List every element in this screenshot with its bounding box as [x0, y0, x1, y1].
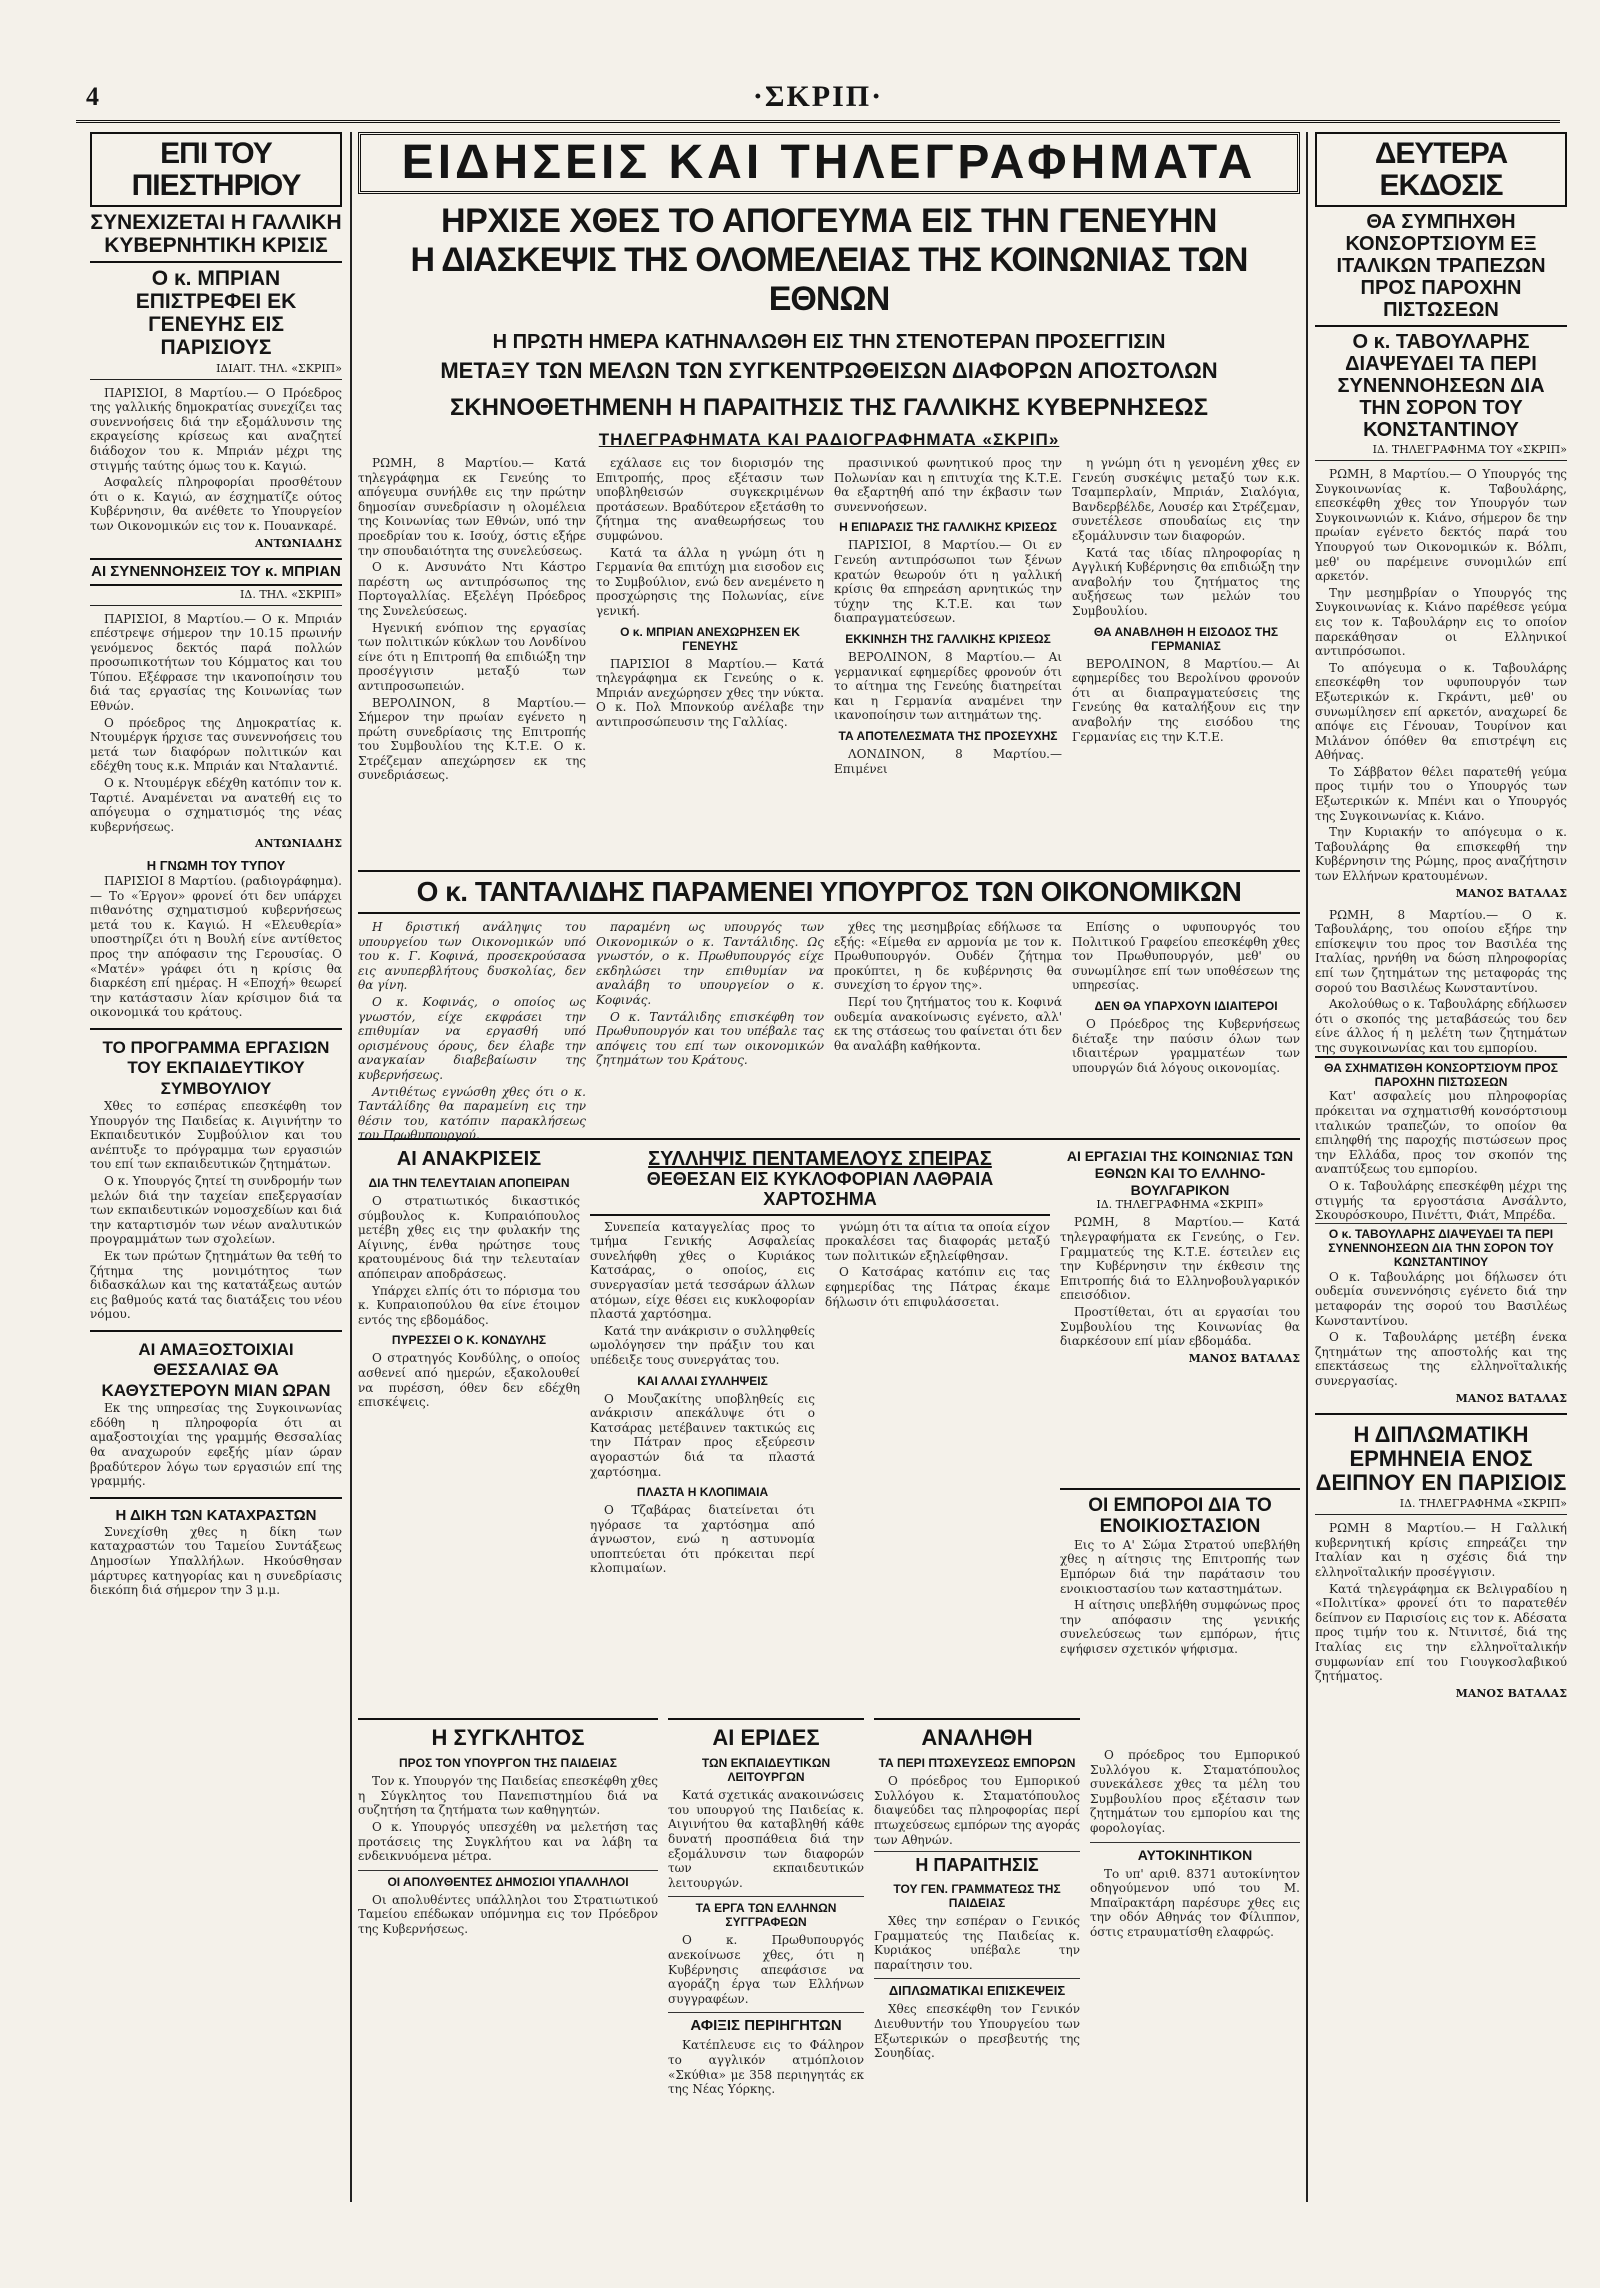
article-paragraph: Ο Μουζακίτης υποβληθείς εις ανάκρισιν απεκάλυψε ότι ο Κατσάρας μετέβαινεν τακτικώς εις την Πάτραν προς εξεύρεσιν αγοραστών διά τα πλαστά χαρτόσημα. — [590, 1391, 815, 1479]
left-headline-8: Η ΔΙΚΗ ΤΩΝ ΚΑΤΑΧΡΑΣΤΩΝ — [115, 1506, 317, 1524]
left-article-paragraph: Εκ της υπηρεσίας της Συγκοινωνίας εδόθη η πληροφορία ότι αι αμαξοστοιχίαι της γραμμής Θεσσαλίας θα αναχωρούν εφεξής μίαν ώραν βραδύτερον λόγω των εργασιών επί της γραμμής. — [90, 1401, 342, 1489]
article-paragraph: γνώμη ότι τα αίτια τα οποία είχον προκαλέσει τας διαφοράς μεταξύ των πολιτικών εξηλείφθησαν. — [825, 1219, 1050, 1263]
disputes-subhead: ΤΩΝ ΕΚΠΑΙΔΕΥΤΙΚΩΝ ΛΕΙΤΟΥΡΓΩΝ — [701, 1756, 831, 1785]
article-column — [590, 1220, 815, 1576]
article-column — [834, 920, 1062, 1130]
telegram-subhead: ΘΑ ΑΝΑΒΛΗΘΗ Η ΕΙΣΟΔΟΣ ΤΗΣ ΓΕΡΜΑΝΙΑΣ — [1093, 624, 1279, 653]
left-article-paragraph: Ασφαλείς πληροφορίαι προσθέτουν ότι ο κ. Καγιώ, αν έσχηματίζε ούτος Κυβέρνησιν, θα ανέθετε το Υπουργείον των Οικονομικών εις τον κ. Πουανκαρέ. — [90, 475, 342, 533]
telegram-paragraph: ΡΩΜΗ, 8 Μαρτίου.— Κατά τηλεγράφημα εκ Γενεύης το απόγευμα συνήλθε εις την πρώτην δημοσίαν συνεδρίασιν η ολομέλεια της Κοινωνίας των Εθνών, υπό την προεδρίαν του κ. Ισούχ, όστις εξήρε την σπουδαιότητα της συνελεύσεως. — [358, 456, 586, 558]
right-article-paragraph: Το Σάββατον θέλει παρατεθή γεύμα προς τιμήν του ο Υπουργός των Εξωτερικών κ. Μπένι και ο Υπουργός της Συγκοινωνίας κ. Κιάνο. — [1315, 764, 1567, 823]
denial-headline: ΑΝΑΛΗΘΗ — [921, 1725, 1033, 1750]
telegram-paragraph: εχάλασε εις τον διορισμόν της Επιτροπής, προς εξέτασιν των υποβληθεισών συγκεκριμένων προτάσεων. Βραδύτερον εξετάσθη το ζήτημα της αναθεωρήσεως του συμφώνου. — [596, 456, 824, 543]
right-author: ΜΑΝΟΣ ΒΑΤΑΛΑΣ — [1455, 1686, 1567, 1700]
right-article-paragraph: Το απόγευμα ο κ. Ταβουλάρης επεσκέφθη τον υφυπουργόν των Εξωτερικών κ. Γκράντι, μεθ' ου συνωμίλησεν επί αρκετόν, αναχωρεί δε απόψε εις Γένουαν, Τουρίνον και Μιλάνον όπόθεν θα επιστρέψη εις Αθήνας. — [1315, 660, 1567, 763]
telegram-subhead: Η ΕΠΙΔΡΑΣΙΣ ΤΗΣ ΓΑΛΛΙΚΗΣ ΚΡΙΣΕΩΣ — [839, 520, 1057, 535]
right-article-paragraph: Ο κ. Ταβουλάρης μοι δήλωσεν ότι ουδεμία συνεννόησις εγένετο διά την μεταφοράν της σορού του Βασιλέως Κωνσταντίνου. — [1315, 1269, 1567, 1328]
senate-subhead: ΠΡΟΣ ΤΟΝ ΥΠΟΥΡΓΟΝ ΤΗΣ ΠΑΙΔΕΙΑΣ — [398, 1756, 618, 1771]
right-headline-5: Ο κ. ΤΑΒΟΥΛΑΡΗΣ ΔΙΑΨΕΥΔΕΙ ΤΑ ΠΕΡΙ ΣΥΝΕΝΝΟΗΣΕΩΝ ΔΙΑ ΤΗΝ ΣΟΡΟΝ ΤΟΥ ΚΩΝΣΤΑΝΤΙΝΟΥ — [1315, 1223, 1567, 1270]
right-article-paragraph: Κατά τηλεγράφημα εκ Βελιγραδίου η «Πολιτίκα» φρονεί ότι το παρατεθέν δείπνον εν Παρισίοις εις τον κ. Αδέσατα προς τιμήν του κ. Ντινιτσέ, διά της Ιταλίας εις την ελληνοϊταλικήν συμφωνίαν επί του Γιουγκοσλαβικού ζητήματος. — [1315, 1581, 1567, 1684]
right-author: ΜΑΝΟΣ ΒΑΤΑΛΑΣ — [1455, 1391, 1567, 1405]
resignation-headline: Η ΠΑΡΑΙΤΗΣΙΣ — [874, 1851, 1080, 1876]
left-article-paragraph: ΠΑΡΙΣΙΟΙ 8 Μαρτίου. (ραδιογράφημα).— Το «Έργον» φρονεί ότι δεν υπάρχει πιθανότης σχηματισμού κυβερνήσεως μετά του κ. Καγιώ. Η «Ελευθερία» υποστηρίζει ότι η Βουλή είνε αντίθετος προς την απόφασιν της Γερουσίας. Ο «Ματέν» γράφει ότι η κρίσις θα διαρκέση επί ημέρας. Η «Εποχή» θεωρεί την κατάστασιν λίαν κρίσιμον διά τα οικονομικά του κράτους. — [90, 874, 342, 1020]
left-article-paragraph: Ο κ. Ντουμέργκ εδέχθη κατόπιν τον κ. Ταρτιέ. Αναμένεται να ανατεθή εις το απόγευμα ο σχηματισμός της νέας κυβερνήσεως. — [90, 776, 342, 834]
right-article-paragraph: ΡΩΜΗ, 8 Μαρτίου.— Ο Υπουργός της Συγκοινωνίας κ. Ταβουλάρης, επεσκέφθη χθες τον Υπουργόν των Συγκοινωνιών κ. Κιάνο, σήμερον δε την πρωίαν εγένετο δεκτός παρά του Υπουργού των Οικονομικών κ. Βόλπι, μεθ' ου παρέμεινε συνομιλών επί αρκετόν. — [1315, 467, 1567, 584]
article-subhead: ΠΛΑΣΤΑ Η ΚΛΟΠΙΜΑΙΑ — [636, 1485, 769, 1500]
article-subhead: ΔΕΝ ΘΑ ΥΠΑΡΧΟΥΝ ΙΔΙΑΙΤΕΡΟΙ — [1094, 998, 1278, 1013]
article-paragraph: Εις το Α' Σώμα Στρατού υπεβλήθη χθες η αίτησις της Επιτροπής των Εμπόρων διά την παράτασιν του ενοικιοστασίου των καταστημάτων. — [1060, 1537, 1300, 1596]
masthead — [76, 78, 1560, 126]
arrest-headline: ΣΥΛΛΗΨΙΣ ΠΕΝΤΑΜΕΛΟΥΣ ΣΠΕΙΡΑΣ — [648, 1148, 992, 1170]
left-column — [90, 132, 342, 2202]
right-headline-1: ΔΕΥΤΕΡΑ ΕΚΔΟΣΙΣ — [1374, 137, 1508, 202]
left-article-paragraph: ΠΑΡΙΣΙΟΙ, 8 Μαρτίου.— Ο Πρόεδρος της γαλλικής δημοκρατίας συνεχίζει τας συνεννοήσεις διά την εξομάλυνσιν της εκραγείσης κρίσεως και αναζητεί διάδοχον του κ. Μπριάν μέχρι της στιγμής ταύτης όμως του κ. Καγιώ. — [90, 385, 342, 473]
merchants-headline: ΟΙ ΕΜΠΟΡΟΙ ΔΙΑ ΤΟ ΕΝΟΙΚΙΟΣΤΑΣΙΟΝ — [1088, 1495, 1272, 1537]
left-headline-4: ΑΙ ΣΥΝΕΝΝΟΗΣΕΙΣ ΤΟΥ κ. ΜΠΡΙΑΝ — [90, 558, 342, 586]
right-article-paragraph: Ακολούθως ο κ. Ταβουλάρης εδήλωσεν ότι ο σκοπός της μεταβάσεώς του δεν είνε άλλος ή η μελέτη των ζητημάτων της συγκοινωνίας και του εμπορίου. — [1315, 997, 1567, 1055]
tantalidis-columns — [358, 920, 1300, 1143]
left-headline-1: ΕΠΙ ΤΟΥ ΠΙΕΣΤΗΡΙΟΥ — [131, 137, 301, 202]
telegram-column — [358, 456, 586, 866]
article-paragraph: ΡΩΜΗ, 8 Μαρτίου.— Κατά τηλεγραφήματα εκ Γενεύης, ο Γεν. Γραμματεύς της Κ.Τ.Ε. έστειλεν εις την Κυβέρνησιν την έκθεσιν της Επιτροπής διά το Ελληνοβουλγαρικόν επεισόδιον. — [1060, 1215, 1300, 1303]
inquiries-headline: ΑΙ ΑΝΑΚΡΙΣΕΙΣ — [396, 1148, 542, 1170]
article-paragraph: Ο στρατηγός Κονδύλης, ο οποίος ασθενεί από ημερών, εξακολουθεί να πυρέσση, όθεν δεν εδέχθη επισκέψεις. — [358, 1351, 580, 1410]
article-paragraph: Ο κ. Ταντάλιδης επισκέφθη τον Πρωθυπουργόν και του υπέβαλε τας απόψεις του επί των οικονομικών ζητημάτων του Κράτους. — [596, 1009, 824, 1068]
right-article-paragraph: Ο κ. Ταβουλάρης μετέβη ένεκα ζητημάτων της αποστολής και της επεκτάσεως της ελληνοϊταλικής συνεργασίας. — [1315, 1330, 1567, 1389]
resignation-subhead: ΤΟΥ ΓΕΝ. ΓΡΑΜΜΑΤΕΩΣ ΤΗΣ ΠΑΙΔΕΙΑΣ — [893, 1881, 1061, 1910]
left-article-paragraph: ΠΑΡΙΣΙΟΙ, 8 Μαρτίου.— Ο κ. Μπριάν επέστρεψε σήμερον την 10.15 πρωινήν γενόμενος δεκτός παρά πολλών προσωπικοτήτων του Κόμματος και του Τύπου. Εξέφρασε την ικανοποίησιν του διά τας εργασίας της Κοινωνίας των Εθνών. — [90, 611, 342, 714]
denial-article — [874, 1718, 1080, 2238]
right-source-2: ΙΔ. ΤΗΛΕΓΡΑΦΗΜΑ «ΣΚΡΙΠ» — [1315, 1495, 1567, 1515]
article-paragraph: Ο Κατσάρας κατόπιν εις τας εφημερίδας της Πάτρας έκαμε δήλωσιν ότι επιφυλάσσεται. — [825, 1265, 1050, 1309]
article-paragraph: Ο κ. Κοφινάς, ο οποίος ως γνωστόν, είχε εκφράσει την επιθυμίαν να εργασθή υπό ορισμένους όρους, δεν έλαβε την αναγκαίαν διαβεβαίωσιν της κυβερνήσεως. — [358, 994, 586, 1082]
right-headline-2: ΘΑ ΣΥΜΠΗΧΘΗ ΚΟΝΣΟΡΤΣΙΟΥΜ ΕΞ ΙΤΑΛΙΚΩΝ ΤΡΑΠΕΖΩΝ ΠΡΟΣ ΠΑΡΟΧΗΝ ΠΙΣΤΩΣΕΩΝ — [1336, 211, 1546, 321]
inquiries-subhead: ΔΙΑ ΤΗΝ ΤΕΛΕΥΤΑΙΑΝ ΑΠΟΠΕΙΡΑΝ — [368, 1176, 570, 1190]
article-paragraph: Χθες την εσπέραν ο Γενικός Γραμματεύς της Παιδείας κ. Κυριάκος υπέβαλε την παραίτησιν του. — [874, 1913, 1080, 1972]
league-source: ΙΔ. ΤΗΛΕΓΡΑΦΗΜΑ «ΣΚΡΙΠ» — [1096, 1198, 1264, 1212]
senate-headline: Η ΣΥΓΚΛΗΤΟΣ — [431, 1725, 585, 1750]
article-subhead: ΚΑΙ ΑΛΛΑΙ ΣΥΛΛΗΨΕΙΣ — [637, 1373, 768, 1388]
main-headline-3: Η ΠΡΩΤΗ ΗΜΕΡΑ ΚΑΤΗΝΑΛΩΘΗ ΕΙΣ ΤΗΝ ΣΤΕΝΟΤΕΡΑΝ ΠΡΟΣΕΓΓΙΣΙΝ — [492, 331, 1166, 353]
masthead-rule — [76, 120, 1560, 123]
main-headline-2: Η ΔΙΑΣΚΕΨΙΣ ΤΗΣ ΟΛΟΜΕΛΕΙΑΣ ΤΗΣ ΚΟΙΝΩΝΙΑΣ ΤΩΝ ΕΘΝΩΝ — [410, 241, 1248, 318]
page-number: 4 — [86, 82, 99, 111]
column-rule — [1306, 132, 1308, 2202]
telegrams-label: ΤΗΛΕΓΡΑΦΗΜΑΤΑ ΚΑΙ ΡΑΔΙΟΓΡΑΦΗΜΑΤΑ «ΣΚΡΙΠ» — [598, 430, 1060, 449]
left-author: ΑΝΤΩΝΙΑΔΗΣ — [254, 837, 342, 851]
main-headline-1: ΗΡΧΙΣΕ ΧΘΕΣ ΤΟ ΑΠΟΓΕΥΜΑ ΕΙΣ ΤΗΝ ΓΕΝΕΥΗΝ — [441, 202, 1217, 240]
article-paragraph: Ο κ. Υπουργός υπεσχέθη να μελετήση τας προτάσεις της Συγκλήτου και να λάβη τα ενδεικνυόμενα μέτρα. — [358, 1819, 658, 1864]
league-article — [1060, 1148, 1300, 1478]
article-paragraph: Ο Τζαβάρας διατείνεται ότι ηγόρασε τα χαρτόσημα από άγνωστον, ενώ η αστυνομία υποπτεύεται ότι πρόκειται περί κλοπιμαίων. — [590, 1503, 815, 1576]
telegram-subhead: Ο κ. ΜΠΡΙΑΝ ΑΝΕΧΩΡΗΣΕΝ ΕΚ ΓΕΝΕΥΗΣ — [620, 624, 800, 653]
left-separator — [90, 1028, 342, 1030]
telegram-paragraph: Κατά τας ιδίας πληροφορίας η Αγγλική Κυβέρνησις θα επιδιώξη την αναβολήν του ζητήματος της αυξήσεως των μελών του Συμβουλίου. — [1072, 545, 1300, 618]
left-headline-6: ΤΟ ΠΡΟΓΡΑΜΜΑ ΕΡΓΑΣΙΩΝ ΤΟΥ ΕΚΠΑΙΔΕΥΤΙΚΟΥ ΣΥΜΒΟΥΛΙΟΥ — [102, 1037, 330, 1098]
article-paragraph: Η αίτησις υπεβλήθη συμφώνως προς την απόφασιν της γενικής συνελεύσεως των εμπόρων, ήτις εψήφισεν σχετικόν ψήφισμα. — [1060, 1598, 1300, 1656]
article-paragraph: Χθες επεσκέφθη τον Γενικόν Διευθυντήν του Υπουργείου των Εξωτερικών ο πρεσβευτής της Σουηδίας. — [874, 2002, 1080, 2061]
right-article-paragraph: Την μεσημβρίαν ο Υπουργός της Συγκοινωνίας κ. Κιάνο παρέθεσε γεύμα εις τον κ. Ταβουλάρην εις το οποίον παρεκάθησαν οι Ελληνικοί αντιπρόσωποι. — [1315, 585, 1567, 659]
left-headline-5: Η ΓΝΩΜΗ ΤΟΥ ΤΥΠΟΥ — [146, 858, 286, 874]
right-article-paragraph: Την Κυριακήν το απόγευμα ο κ. Ταβουλάρης θα επισκεφθή την Κυβέρνησιν της Ρώμης, προς αναζήτησιν των Ελλήνων κρατουμένων. — [1315, 825, 1567, 884]
telegram-columns — [358, 456, 1300, 866]
article-paragraph: Κατέπλευσε εις το Φάληρον το αγγλικόν ατμόπλοιον «Σκύθια» με 358 περιηγητάς εκ της Νέας Υόρκης. — [668, 2038, 864, 2097]
left-headline-7: ΑΙ ΑΜΑΞΟΣΤΟΙΧΙΑΙ ΘΕΣΣΑΛΙΑΣ ΘΑ ΚΑΘΥΣΤΕΡΟΥΝ ΜΙΑΝ ΩΡΑΝ — [101, 1340, 331, 1400]
telegram-paragraph: ΒΕΡΟΛΙΝΟΝ, 8 Μαρτίου.— Αι εφημερίδες του Βερολίνου φρονούν ότι αι διαπραγματεύσεις της Γενεύης θα καταλήξουν εις την αναβολήν της εισόδου της Γερμανίας εις την Κ.Τ.Ε. — [1072, 656, 1300, 744]
senate-article — [358, 1718, 658, 2238]
left-separator — [90, 1330, 342, 1332]
article-paragraph: Ο πρόεδρος του Εμπορικού Συλλόγου κ. Σταματόπουλος συνεκάλεσε χθες τα μέλη του Συμβουλίου προς εξέτασιν των ζητημάτων του εμπορίου και της φορολογίας. — [1090, 1748, 1300, 1835]
article-paragraph: Τον κ. Υπουργόν της Παιδείας επεσκέφθη χθες η Σύγκλητος του Πανεπιστημίου διά να συζητήση τα ζητήματα των καθηγητών. — [358, 1774, 658, 1818]
article-subhead: ΔΙΠΛΩΜΑΤΙΚΑΙ ΕΠΙΣΚΕΨΕΙΣ — [874, 1978, 1080, 1998]
right-headline-3: Ο κ. ΤΑΒΟΥΛΑΡΗΣ ΔΙΑΨΕΥΔΕΙ ΤΑ ΠΕΡΙ ΣΥΝΕΝΝΟΗΣΕΩΝ ΔΙΑ ΤΗΝ ΣΟΡΟΝ ΤΟΥ ΚΟΝΣΤΑΝΤΙΝΟΥ — [1315, 325, 1567, 441]
arrest-article — [590, 1148, 1050, 1708]
right-author: ΜΑΝΟΣ ΒΑΤΑΛΑΣ — [1455, 886, 1567, 900]
left-source-2: ΙΔ. ΤΗΛ. «ΣΚΡΙΠ» — [90, 586, 342, 606]
main-headline-5: ΣΚΗΝΟΘΕΤΗΜΕΝΗ Η ΠΑΡΑΙΤΗΣΙΣ ΤΗΣ ΓΑΛΛΙΚΗΣ ΚΥΒΕΡΝΗΣΕΩΣ — [449, 394, 1209, 421]
left-article-paragraph: Εκ των πρώτων ζητημάτων θα τεθή το ζήτημα της μονιμότητος των διδασκάλων και της κατατάξεως αυτών εις βαθμούς κατά τας διατάξεις του νέου νόμου. — [90, 1249, 342, 1322]
left-separator — [90, 1497, 342, 1499]
left-article-paragraph: Ο κ. Υπουργός ζητεί τη συνδρομήν των μελών διά την ταχείαν επεξεργασίαν των εκπαιδευτικών νομοσχεδίων και διά την καταρτισμόν των νέων αναλυτικών προγραμμάτων των σχολείων. — [90, 1174, 342, 1247]
right-article-paragraph: Ο κ. Ταβουλάρης επεσκέφθη μέχρι της στιγμής τα εργοστάσια Ανσάλντο, Σκουρόσκουρο, Πινέττι, Φιάτ, Μπρέδα. — [1315, 1178, 1567, 1223]
telegram-column — [596, 456, 824, 866]
arrest-columns — [590, 1220, 1050, 1576]
right-headline-4: ΘΑ ΣΧΗΜΑΤΙΣΘΗ ΚΟΝΣΟΡΤΣΙΟΥΜ ΠΡΟΣ ΠΑΡΟΧΗΝ ΠΙΣΤΩΣΕΩΝ — [1315, 1056, 1567, 1090]
left-article-paragraph: Χθες το εσπέρας επεσκέφθη τον Υπουργόν της Παιδείας κ. Αιγινήτην το Εκπαιδευτικόν Συμβούλιον και του ανέπτυξε το πρόγραμμα των εργασιών του επί των εκπαιδευτικών ζητημάτων. — [90, 1099, 342, 1172]
article-paragraph: Ο πρόεδρος του Εμπορικού Συλλόγου κ. Σταματόπουλος διαψεύδει τας πληροφορίας περί πτωχεύσεως εμπόρων της αγοράς των Αθηνών. — [874, 1774, 1080, 1847]
article-column — [1072, 920, 1300, 1130]
column-rule — [350, 132, 352, 2202]
right-source-1: ΙΔ. ΤΗΛΕΓΡΑΦΗΜΑ ΤΟΥ «ΣΚΡΙΠ» — [1315, 441, 1567, 461]
left-author: ΑΝΤΩΝΙΑΔΗΣ — [254, 536, 342, 550]
article-paragraph: Οι απολυθέντες υπάλληλοι του Στρατιωτικού Ταμείου επέδωκαν υπόμνημα εις τον Πρόεδρον της Κυβερνήσεως. — [358, 1892, 658, 1936]
left-headline-2: ΣΥΝΕΧΙΖΕΤΑΙ Η ΓΑΛΛΙΚΗ ΚΥΒΕΡΝΗΤΙΚΗ ΚΡΙΣΙΣ — [90, 211, 342, 258]
article-subhead: ΑΦΙΞΙΣ ΠΕΡΙΗΓΗΤΩΝ — [668, 2012, 864, 2034]
telegram-subhead: ΕΚΚΙΝΗΣΗ ΤΗΣ ΓΑΛΛΙΚΗΣ ΚΡΙΣΕΩΣ — [845, 631, 1051, 646]
tantalidis-headline: Ο κ. ΤΑΝΤΑΛΙΔΗΣ ΠΑΡΑΜΕΝΕΙ ΥΠΟΥΡΓΟΣ ΤΩΝ ΟΙΚΟΝΟΜΙΚΩΝ — [358, 870, 1300, 914]
article-paragraph: Ο Πρόεδρος της Κυβερνήσεως διέταξε την παύσιν όλων των ιδιαιτέρων γραμματέων των υπουργών διά λόγους οικονομίας. — [1072, 1016, 1300, 1075]
article-paragraph: Επίσης ο υφυπουργός του Πολιτικού Γραφείου επεσκέφθη χθες τον Πρωθυπουργόν, μεθ' ου συνωμίλησε επί των υποθέσεων της υπηρεσίας. — [1072, 920, 1300, 993]
article-paragraph: Κατά την ανάκρισιν ο συλληφθείς ωμολόγησεν την πράξιν του και υπέδειξε τους συνεργάτας του. — [590, 1323, 815, 1367]
denial-subhead: ΤΑ ΠΕΡΙ ΠΤΩΧΕΥΣΕΩΣ ΕΜΠΟΡΩΝ — [878, 1756, 1076, 1771]
telegram-paragraph: ΠΑΡΙΣΙΟΙ, 8 Μαρτίου.— Οι εν Γενεύη αντιπρόσωποι των ξένων κρατών θεωρούν ότι η γαλλική κρίσις θα επηρεάση αρνητικώς την τύχην της Κ.Τ.Ε. και των διαπραγματεύσεων. — [834, 538, 1062, 626]
article-paragraph: Συνεπεία καταγγελίας προς το τμήμα Γενικής Ασφαλείας συνελήφθη χθες ο Κυριάκος Κατσάρας, ο οποίος, εις συνεργασίαν μετά τεσσάρων άλλων ατόμων, είχε θέσει εις κυκλοφορίαν πλαστά χαρτόσημα. — [590, 1219, 815, 1322]
main-headline-4: ΜΕΤΑΞΥ ΤΩΝ ΜΕΛΩΝ ΤΩΝ ΣΥΓΚΕΝΤΡΩΘΕΙΣΩΝ ΔΙΑΦΟΡΩΝ ΑΠΟΣΤΟΛΩΝ — [440, 358, 1218, 383]
telegram-paragraph: Κατά τα άλλα η γνώμη ότι η Γερμανία θα επιτύχη μια εισοδον εις το Συμβούλιον, ενώ δεν ανεμένετο η προσχώρησις της Πολωνίας, είνε γενική. — [596, 545, 824, 618]
telegram-paragraph: ΠΑΡΙΣΙΟΙ 8 Μαρτίου.— Κατά τηλεγράφημα εκ Γενεύης ο κ. Μπριάν ανεχώρησεν χθες την νύκτα. Ο κ. Πολ Μπονκούρ ανέλαβε την αντιπροσώπευσιν της Γαλλίας. — [596, 656, 824, 729]
article-column — [825, 1220, 1050, 1576]
telegram-paragraph: ΒΕΡΟΛΙΝΟΝ, 8 Μαρτίου.— Σήμερον την πρωίαν εγένετο η πρώτη συνεδρίασις της Επιτροπής του Συμβουλίου της Κ.Τ.Ε. Ο κ. Στρέζεμαν απεχώρησεν εκ της συνεδριάσεως. — [358, 695, 586, 783]
left-article-paragraph: Συνεχίσθη χθες η δίκη των καταχραστών του Ταμείου Συντάξεως Δημοσίων Υπαλλήλων. Ηκούσθησαν μάρτυρες κατηγορίας και η συνεδρίασις διεκόπη διά σήμερον την 3 μ.μ. — [90, 1524, 342, 1598]
article-paragraph: Το υπ' αριθ. 8371 αυτοκίνητον οδηγούμενον υπό του Μ. Μπαϊρακτάρη παρέσυρε χθες εις την οδόν Αθηνάς τον Φίλιππον, όστις ετραυματίσθη ελαφρώς. — [1090, 1866, 1300, 1939]
right-article-paragraph: ΡΩΜΗ, 8 Μαρτίου.— Ο κ. Ταβουλάρης, του οποίου εξήρε την επίσκεψιν του προς τον Βασιλέα της Ιταλίας, ηρνήθη να δώση πληροφορίας επί των ζητημάτων της μεταφοράς της σορού του Βασιλέως Κωνσταντίνου. — [1315, 907, 1567, 995]
telegram-column — [1072, 456, 1300, 866]
right-separator — [1315, 1413, 1567, 1415]
disputes-article — [668, 1718, 864, 2238]
article-column — [596, 920, 824, 1130]
article-paragraph: Προστίθεται, ότι αι εργασίαι του Συμβουλίου της Κοινωνίας θα διαρκέσουν επί μίαν εβδομάδα. — [1060, 1304, 1300, 1349]
left-headline-3: Ο κ. ΜΠΡΙΑΝ ΕΠΙΣΤΡΕΦΕΙ ΕΚ ΓΕΝΕΥΗΣ ΕΙΣ ΠΑΡΙΣΙΟΥΣ — [90, 261, 342, 359]
left-source-1: ΙΔΙΑΙΤ. ΤΗΛ. «ΣΚΡΙΠ» — [90, 360, 342, 380]
article-paragraph: Υπάρχει ελπίς ότι το πόρισμα του κ. Κυπραιοπούλου θα είνε έτοιμον εντός της εβδομάδος. — [358, 1283, 580, 1327]
telegram-subhead: ΤΑ ΑΠΟΤΕΛΕΣΜΑΤΑ ΤΗΣ ΠΡΟΣΕΥΧΗΣ — [838, 728, 1058, 743]
league-author: ΜΑΝΟΣ ΒΑΤΑΛΑΣ — [1188, 1351, 1300, 1365]
article-column — [358, 920, 586, 1143]
commerce-article — [1090, 1748, 1300, 2238]
telegram-column — [834, 456, 1062, 866]
league-headline: ΑΙ ΕΡΓΑΣΙΑΙ ΤΗΣ ΚΟΙΝΩΝΙΑΣ ΤΩΝ ΕΘΝΩΝ ΚΑΙ ΤΟ ΕΛΛΗΝΟ-ΒΟΥΛΓΑΡΙΚΟΝ — [1066, 1148, 1294, 1198]
lower-grid — [358, 1148, 1300, 2288]
article-paragraph: Η δριστική ανάληψις του υπουργείου των Οικονομικών υπό του κ. Γ. Κοφινά, προσεκρούσασα εις ανυπερβλήτους δυσκολίας, δεν θα γίνη. — [358, 920, 586, 993]
arrest-subhead: ΘΕΘΕΣΑΝ ΕΙΣ ΚΥΚΛΟΦΟΡΙΑΝ ΛΑΘΡΑΙΑ ΧΑΡΤΟΣΗΜΑ — [590, 1170, 1050, 1216]
section-title: ΕΙΔΗΣΕΙΣ ΚΑΙ ΤΗΛΕΓΡΑΦΗΜΑΤΑ — [358, 132, 1300, 194]
telegram-paragraph: ΛΟΝΔΙΝΟΝ, 8 Μαρτίου.— Επιμένει — [834, 746, 1062, 776]
telegram-paragraph: πρασινικού φωνητικού προς την Πολωνίαν και η επιτυχία της Κ.Τ.Ε. θα εξαρτηθή από την έκβασιν των συνεννοήσεων. — [834, 456, 1062, 514]
telegram-paragraph: η γνώμη ότι η γενομένη χθες εν Γενεύη συσκέψις μεταξύ των κ.κ. Τσαμπερλαίν, Μπριάν, Σιαλόγια, Βανδερβέλδε, Λουσέρ και Στρέζεμαν, συνετέλεσε σπουδαίως εις την εξομάλυνσιν των διαφορών. — [1072, 456, 1300, 543]
disputes-headline: ΑΙ ΕΡΙΔΕΣ — [712, 1725, 820, 1750]
newspaper-name: ·ΣΚΡΙΠ· — [752, 80, 884, 113]
article-paragraph: Ο κ. Πρωθυπουργός ανεκοίνωσε χθες, ότι η Κυβέρνησις απεφάσισε να αγοράζη έργα των Ελλήνων συγγραφέων. — [668, 1933, 864, 2006]
right-column — [1315, 132, 1567, 2202]
article-subhead: ΠΥΡΕΣΣΕΙ Ο Κ. ΚΟΝΔΥΛΗΣ — [391, 1333, 547, 1348]
left-article-paragraph: Ο πρόεδρος της Δημοκρατίας κ. Ντουμέργκ ήρχισε τας συνεννοήσεις του μετά των διαφόρων πολιτικών και εδέχθη τους κ.κ. Μπριάν και Νταλαντιέ. — [90, 715, 342, 774]
main-section — [358, 132, 1300, 2202]
article-paragraph: Ο στρατιωτικός δικαστικός σύμβουλος κ. Κυπραιόπουλος μετέβη χθες εις την φυλακήν της Αίγινης, ένθα ηρώτησε τους κρατουμένους διά την τελευταίαν απόπειραν αποδράσεως. — [358, 1194, 580, 1281]
article-paragraph: παραμένη ως υπουργός των Οικονομικών ο κ. Ταντάλιδης. Ως γνωστόν, ο κ. Πρωθυπουργός είχε εκδηλώσει την επιθυμίαν να αναλάβη το υπουργείον ο κ. Κοφινάς. — [596, 920, 824, 1007]
inquiries-article — [358, 1148, 580, 1708]
telegram-paragraph: Ηγενική ενόπιον της εργασίας των πολιτικών κύκλων του Λονδίνου είνε ότι η Επιτροπή θα επιδιώξη την προσέγγισιν μεταξύ των αντιπροσωπειών. — [358, 620, 586, 693]
telegram-paragraph: Ο κ. Ανσυνάτο Ντι Κάστρο παρέστη ως αντιπρόσωπος της Πορτογαλλίας. Εξελέγη Πρόεδρος της Συνελεύσεως. — [358, 560, 586, 618]
article-subhead: ΑΥΤΟΚΙΝΗΤΙΚΟΝ — [1090, 1842, 1300, 1863]
article-paragraph: χθες της μεσημβρίας εδήλωσε τα εξής: «Είμεθα εν αρμονία με τον κ. Πρωθυπουργόν. Ουδέν ζήτημα προκύπτει, η δε κυβέρνησις θα συνεχίση το έργον της». — [834, 920, 1062, 993]
article-subhead: ΟΙ ΑΠΟΛΥΘΕΝΤΕΣ ΔΗΜΟΣΙΟΙ ΥΠΑΛΛΗΛΟΙ — [358, 1870, 658, 1889]
right-headline-box — [1315, 132, 1567, 207]
article-paragraph: Περί του ζητήματος του κ. Κοφινά ουδεμία ανακοίνωσις εγένετο, αλλ' εκ της στάσεως του φαίνεται ότι δεν θα αναλάβη καθήκοντα. — [834, 994, 1062, 1053]
article-paragraph: Κατά σχετικάς ανακοινώσεις του υπουργού της Παιδείας κ. Αιγινήτου θα καταβληθή κάθε δυνατή προσπάθεια διά την εξομάλυνσιν των διαφορών των εκπαιδευτικών λειτουργών. — [668, 1788, 864, 1890]
article-subhead: ΤΑ ΕΡΓΑ ΤΩΝ ΕΛΛΗΝΩΝ ΣΥΓΓΡΑΦΕΩΝ — [668, 1896, 864, 1929]
right-article-paragraph: ΡΩΜΗ 8 Μαρτίου.— Η Γαλλική κυβερνητική κρίσις επηρεάζει την Ιταλίαν και η σχέσις διά την ελληνοϊταλικήν προσέγγισιν. — [1315, 1521, 1567, 1579]
left-headline-box — [90, 132, 342, 207]
merchants-article — [1060, 1488, 1300, 1738]
telegram-paragraph: ΒΕΡΟΛΙΝΟΝ, 8 Μαρτίου.— Αι γερμανικαί εφημερίδες φρονούν ότι το αίτημα της Γενεύης διατηρείται και η Γερμανία αναμένει την ικανοποίησιν των αιτημάτων της. — [834, 649, 1062, 723]
article-paragraph: Αντιθέτως εγνώσθη χθες ότι ο κ. Ταντάλίδης θα παραμείνη εις την θέσιν του, κατόπιν παρακλήσεως του Πρωθυπουργού. — [358, 1084, 586, 1143]
right-article-paragraph: Κατ' ασφαλείς μου πληροφορίας πρόκειται να σχηματισθή κονσόρτσιουμ ιταλικών τραπεζών, το οποίον θα επιληφθή της παροχής πιστώσεων προς την Ελλάδα, προς τον σκοπόν της αναπτύξεως του εμπορίου. — [1315, 1089, 1567, 1177]
right-headline-6: Η ΔΙΠΛΩΜΑΤΙΚΗ ΕΡΜΗΝΕΙΑ ΕΝΟΣ ΔΕΙΠΝΟΥ ΕΝ ΠΑΡΙΣΙΟΙΣ — [1315, 1421, 1567, 1495]
